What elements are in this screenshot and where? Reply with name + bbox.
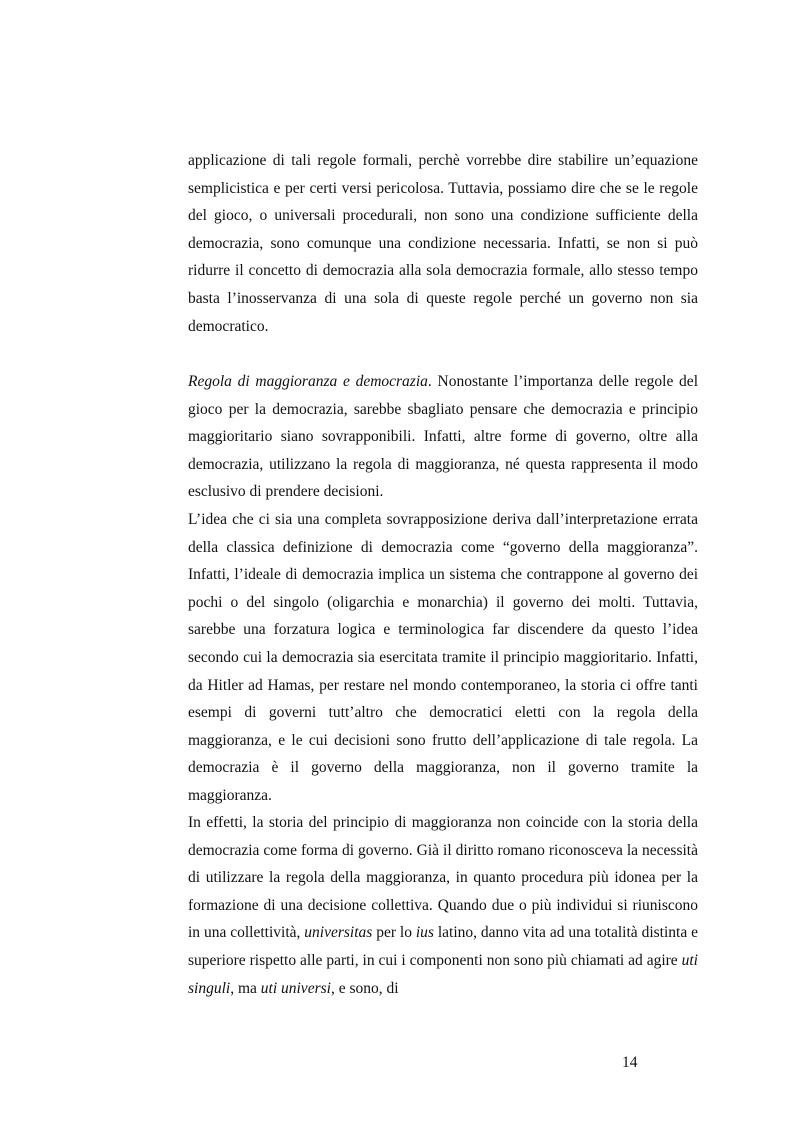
paragraph-4-text-1: In effetti, la storia del principio di maggioranza non coincide con la storia della democrazia come forma di governo. Già il diritto romano riconosceva la necessità di utilizzare la regola della maggioranza, in quanto procedura più idonea per la formazione di una decisione collettiva. Quando due o più individui si riuniscono in una collettività,	[188, 814, 698, 942]
paragraph-4	[188, 809, 698, 1002]
italic-term-ius: ius	[415, 924, 434, 942]
paragraph-2-text: . Nonostante l’importanza delle regole del gioco per la democrazia, sarebbe sbagliato pensare che democrazia e principio maggioritario siano sovrapponibili. Infatti, altre forme di governo, oltre alla democrazia, utilizzano la regola di maggioranza, né questa rappresenta il modo esclusivo di prendere decisioni.	[188, 373, 698, 501]
paragraph-1	[188, 147, 698, 340]
italic-term-uti-singuli: uti singuli	[188, 951, 698, 997]
paragraph-4-text-2: per lo	[372, 924, 416, 942]
italic-term-universitas: universitas	[304, 924, 373, 942]
paragraph-3-text: L’idea che ci sia una completa sovrapposizione deriva dall’interpretazione errata della classica definizione di democrazia come “governo della maggioranza”. Infatti, l’ideale di democrazia implica un sistema che contrappone al governo dei pochi o del singolo (oligarchia e monarchia) il governo dei molti. Tuttavia, sarebbe una forzatura logica e terminologica far discendere da questo l’idea secondo cui la democrazia sia esercitata tramite il principio maggioritario. Infatti, da Hitler ad Hamas, per restare nel mondo contemporaneo, la storia ci offre tanti esempi di governi tutt’altro che democratici eletti con la regola della maggioranza, e le cui decisioni sono frutto dell’applicazione di tale regola. La democrazia è il governo della maggioranza, non il governo tramite la maggioranza.	[188, 511, 698, 804]
paragraph-2	[188, 368, 698, 506]
paragraph-4-text-5: , e sono, di	[330, 979, 399, 997]
paragraph-4-text-3: latino, danno vita ad una totalità distinta e superiore rispetto alle parti, in cui i componenti non sono più chiamati ad agire	[188, 924, 698, 969]
paragraph-3	[188, 506, 698, 810]
paragraph-1-text: applicazione di tali regole formali, perchè vorrebbe dire stabilire un’equazione semplicistica e per certi versi pericolosa. Tuttavia, possiamo dire che se le regole del gioco, o universali procedurali, non sono una condizione sufficiente della democrazia, sono comunque una condizione necessaria. Infatti, se non si può ridurre il concetto di democrazia alla sola democrazia formale, allo stesso tempo basta l’inosservanza di una sola di queste regole perché un governo non sia democratico.	[188, 152, 698, 335]
paragraph-4-text-4: , ma	[230, 979, 261, 997]
italic-term-uti-universi: uti universi	[260, 979, 331, 997]
page-number: 14	[622, 1054, 638, 1071]
section-heading-italic: Regola di maggioranza e democrazia	[188, 373, 428, 390]
